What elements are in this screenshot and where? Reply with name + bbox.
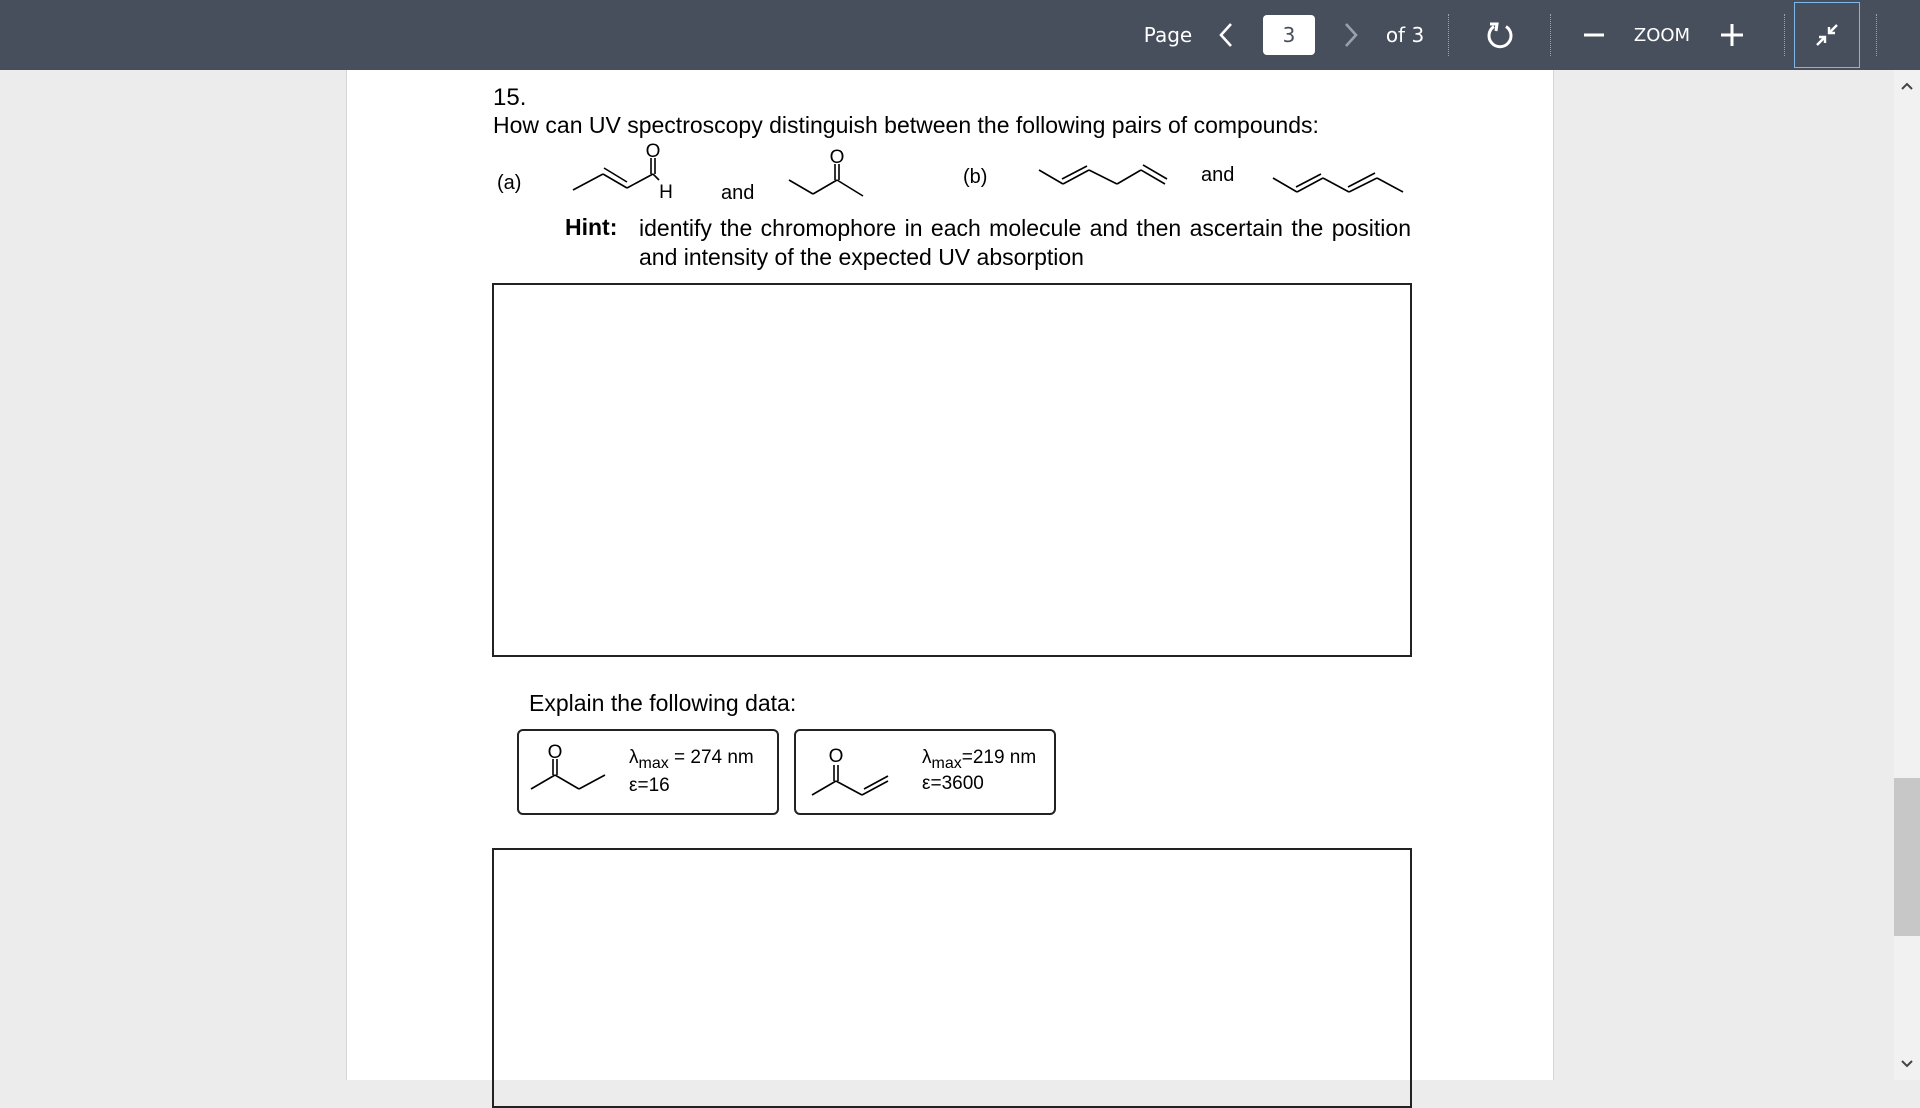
scrollbar-thumb[interactable] — [1894, 778, 1920, 936]
part-a-label: (a) — [497, 172, 522, 194]
rotate-icon — [1485, 20, 1515, 50]
molecule-butanone — [529, 739, 609, 803]
atom-oxygen-label: O — [547, 742, 563, 763]
part-b-label: (b) — [963, 166, 988, 188]
chevron-left-icon — [1218, 22, 1234, 48]
question-text: How can UV spectroscopy distinguish between the following pairs of compounds: — [493, 112, 1319, 138]
question-number: 15. — [493, 84, 527, 111]
answer-box[interactable] — [492, 283, 1412, 657]
answer-box[interactable] — [492, 848, 1412, 1108]
and-label: and — [1201, 164, 1235, 186]
total-pages-label: of 3 — [1385, 23, 1425, 47]
next-page-button[interactable] — [1335, 0, 1367, 70]
previous-page-button[interactable] — [1210, 0, 1242, 70]
lambda-symbol: λ — [629, 747, 639, 768]
page-label: Page — [1143, 23, 1193, 47]
toolbar-divider — [1550, 14, 1551, 56]
molecule-butanone — [787, 147, 877, 206]
lambda-subscript: max — [638, 755, 669, 772]
molecule-crotonaldehyde — [569, 141, 673, 204]
chevron-up-icon — [1901, 82, 1913, 90]
atom-oxygen-label: O — [829, 147, 845, 168]
lambda-subscript: max — [931, 755, 962, 772]
atom-oxygen-label: O — [645, 141, 661, 162]
chevron-right-icon — [1343, 22, 1359, 48]
molecule-1-4-pentadiene — [1037, 162, 1167, 198]
toolbar-divider — [1876, 14, 1877, 56]
epsilon-value: ε=3600 — [922, 773, 984, 794]
collapse-icon — [1814, 22, 1840, 48]
data-box-methyl-vinyl-ketone — [794, 729, 1056, 815]
data-section-heading: Explain the following data: — [529, 690, 797, 716]
lambda-max-value — [629, 747, 754, 772]
zoom-out-button[interactable] — [1574, 0, 1614, 70]
zoom-in-button[interactable] — [1712, 0, 1752, 70]
epsilon-value: ε=16 — [629, 775, 670, 796]
atom-oxygen-label: O — [828, 746, 844, 767]
page-number-input[interactable] — [1263, 15, 1315, 55]
pdf-page — [346, 70, 1554, 1080]
vertical-scrollbar[interactable] — [1894, 70, 1920, 1080]
atom-hydrogen-label: H — [659, 182, 673, 203]
rotate-button[interactable] — [1478, 0, 1522, 70]
minus-icon — [1583, 24, 1605, 46]
exit-fullscreen-button[interactable] — [1794, 2, 1860, 68]
hint-label: Hint: — [565, 214, 618, 240]
lambda-number: =219 nm — [961, 747, 1037, 768]
molecule-1-3-pentadiene — [1271, 168, 1407, 202]
scroll-down-arrow[interactable] — [1894, 1052, 1920, 1076]
lambda-number: = 274 nm — [668, 747, 754, 768]
pdf-toolbar — [0, 0, 1920, 70]
hint-text: identify the chromophore in each molecule and then ascertain the position and intensity of the expected UV absorption — [639, 215, 1411, 270]
molecule-methyl-vinyl-ketone — [810, 741, 894, 805]
lambda-max-value — [922, 747, 1037, 772]
and-label: and — [721, 182, 755, 204]
scroll-up-arrow[interactable] — [1894, 74, 1920, 98]
toolbar-divider — [1448, 14, 1449, 56]
document-viewer[interactable] — [0, 70, 1920, 1080]
zoom-label: ZOOM — [1633, 24, 1691, 46]
chevron-down-icon — [1901, 1060, 1913, 1068]
data-box-butanone — [517, 729, 779, 815]
plus-icon — [1720, 23, 1744, 47]
toolbar-divider — [1784, 14, 1785, 56]
lambda-symbol: λ — [922, 747, 932, 768]
